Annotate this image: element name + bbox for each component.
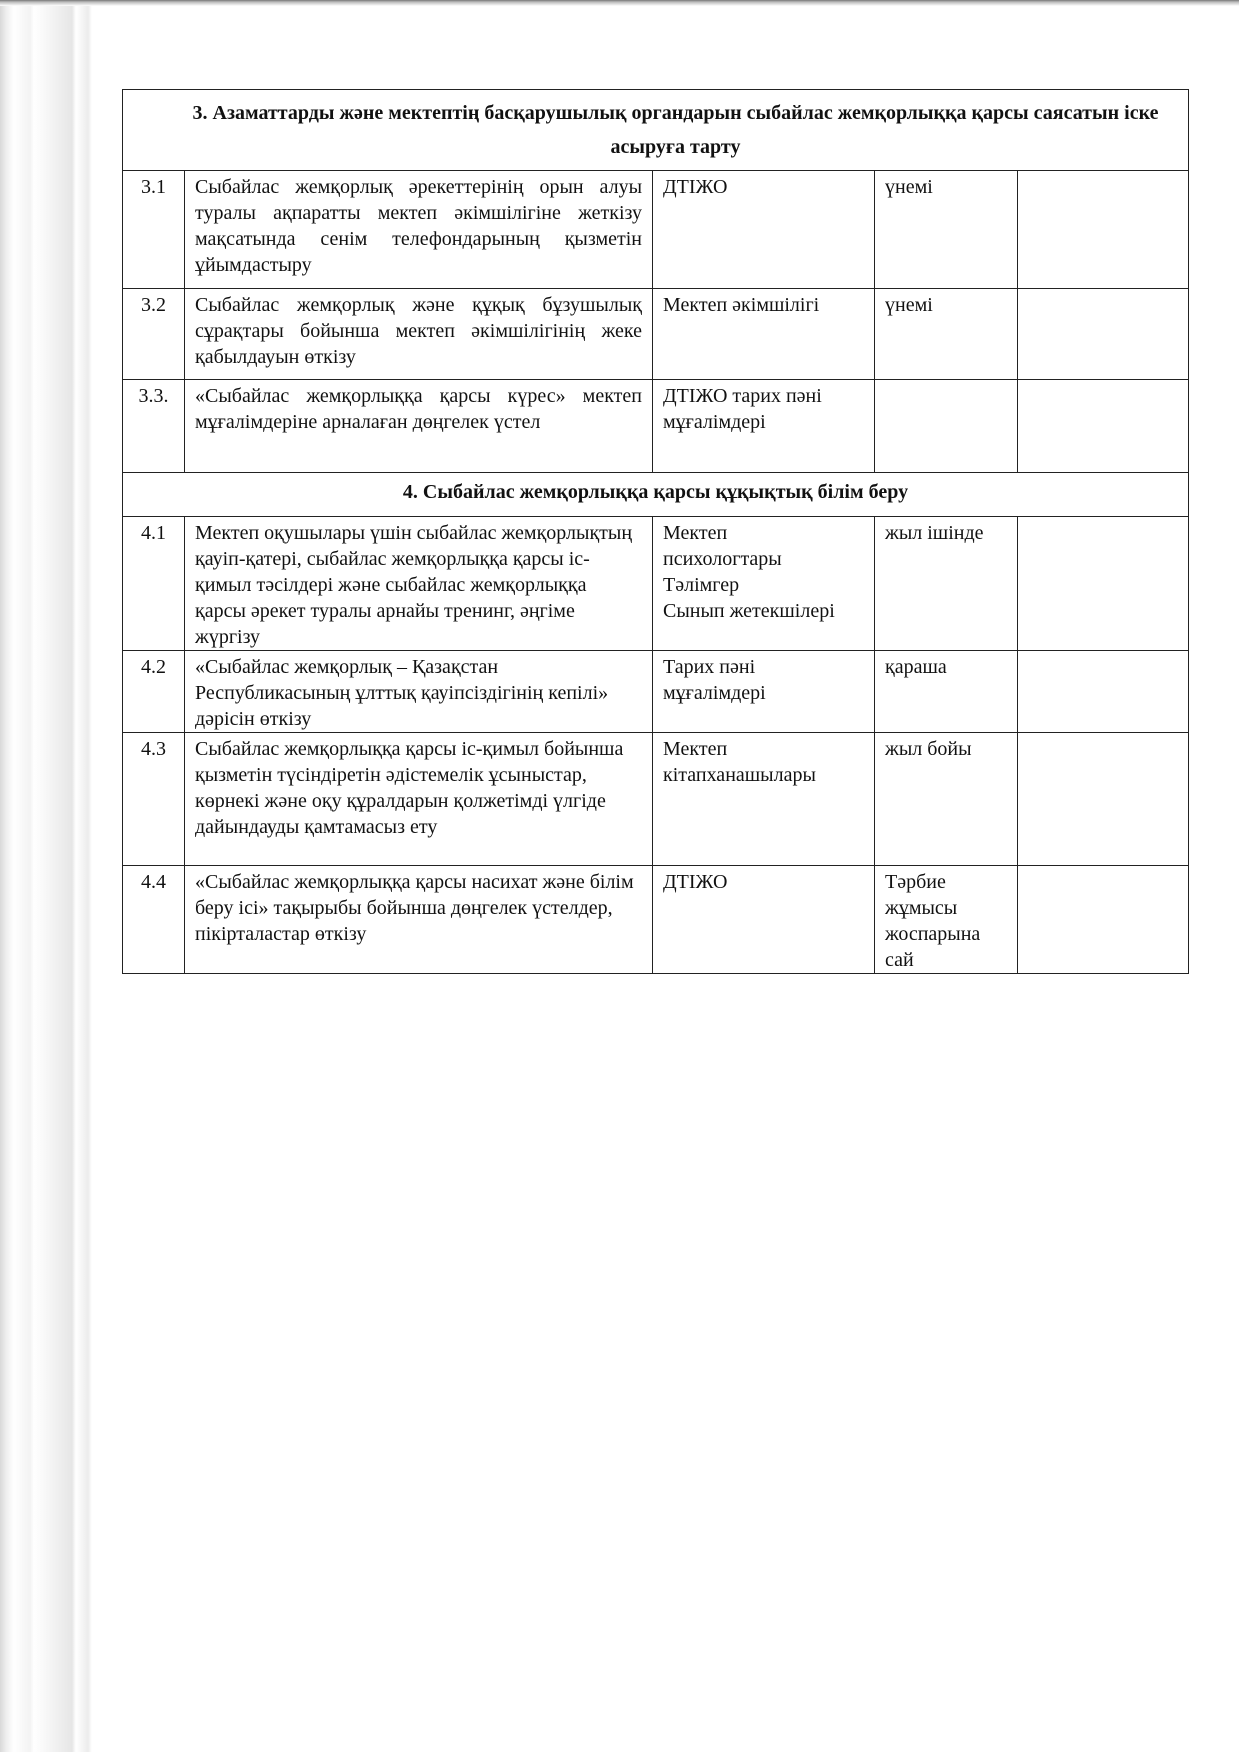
section-heading: 3. Азаматтарды және мектептің басқарушылық органдарын сыбайлас жемқорлыққа қарсы саясатын іске асыруға тарту bbox=[123, 90, 1189, 171]
deadline-cell bbox=[875, 380, 1018, 473]
note-cell bbox=[1018, 380, 1189, 473]
activity-cell: Сыбайлас жемқорлық әрекеттерінің орын алуы туралы ақпаратты мектеп әкімшілігіне жеткізу мақсатында сенім телефондарының қызметін ұйымдастыру bbox=[185, 171, 653, 289]
row-number: 3.3. bbox=[123, 380, 185, 473]
note-cell bbox=[1018, 866, 1189, 974]
responsible-line: Тарих пәні bbox=[663, 656, 756, 678]
responsible-line: Сынып жетекшілері bbox=[663, 600, 835, 622]
note-cell bbox=[1018, 517, 1189, 651]
row-number: 4.3 bbox=[123, 733, 185, 866]
deadline-cell: үнемі bbox=[875, 171, 1018, 289]
activity-cell: Сыбайлас жемқорлық және құқық бұзушылық сұрақтары бойынша мектеп әкімшілігінің жеке қабылдауын өткізу bbox=[185, 289, 653, 380]
table-row bbox=[123, 733, 1189, 866]
table-row bbox=[123, 289, 1189, 380]
responsible-line: Тәлімгер bbox=[663, 574, 740, 596]
note-cell bbox=[1018, 651, 1189, 733]
responsible-line: мұғалімдері bbox=[663, 682, 766, 704]
deadline-line: жұмысы bbox=[885, 897, 958, 919]
table-row bbox=[123, 517, 1189, 651]
deadline-cell: жыл ішінде bbox=[875, 517, 1018, 651]
row-number: 4.1 bbox=[123, 517, 185, 651]
row-number: 4.2 bbox=[123, 651, 185, 733]
note-cell bbox=[1018, 733, 1189, 866]
scan-top-artifact bbox=[0, 0, 1239, 6]
deadline-cell: жыл бойы bbox=[875, 733, 1018, 866]
activity-cell: «Сыбайлас жемқорлық – Қазақстан Республикасының ұлттық қауіпсіздігінің кепілі» дәрісін өткізу bbox=[185, 651, 653, 733]
responsible-cell: Мектеп әкімшілігі bbox=[653, 289, 875, 380]
table-row bbox=[123, 380, 1189, 473]
responsible-line: Мектеп bbox=[663, 522, 728, 544]
table-row bbox=[123, 651, 1189, 733]
responsible-cell: ДТІЖО bbox=[653, 171, 875, 289]
responsible-cell: ДТІЖО тарих пәні мұғалімдері bbox=[653, 380, 875, 473]
row-number: 3.2 bbox=[123, 289, 185, 380]
deadline-cell bbox=[875, 866, 1018, 974]
table-row bbox=[123, 171, 1189, 289]
deadline-cell: қараша bbox=[875, 651, 1018, 733]
table-row bbox=[123, 866, 1189, 974]
activity-cell: Сыбайлас жемқорлыққа қарсы іс-қимыл бойынша қызметін түсіндіретін әдістемелік ұсыныстар, көрнекі және оқу құралдарын қолжетімді үлгіде дайындауды қамтамасыз ету bbox=[185, 733, 653, 866]
responsible-line: психологтары bbox=[663, 548, 782, 570]
deadline-line: жоспарына bbox=[885, 923, 981, 945]
action-plan-table bbox=[122, 89, 1189, 974]
responsible-cell bbox=[653, 733, 875, 866]
note-cell bbox=[1018, 171, 1189, 289]
responsible-line: кітапханашылары bbox=[663, 764, 816, 786]
section-heading-row bbox=[123, 90, 1189, 171]
responsible-line: ДТІЖО bbox=[663, 871, 728, 893]
section-heading-row bbox=[123, 473, 1189, 517]
section-heading: 4. Сыбайлас жемқорлыққа қарсы құқықтық білім беру bbox=[123, 473, 1189, 517]
activity-cell: «Сыбайлас жемқорлыққа қарсы күрес» мектеп мұғалімдеріне арналаған дөңгелек үстел bbox=[185, 380, 653, 473]
deadline-line: сай bbox=[885, 949, 914, 971]
row-number: 3.1 bbox=[123, 171, 185, 289]
responsible-cell bbox=[653, 866, 875, 974]
scan-margin-artifact bbox=[0, 0, 120, 1752]
responsible-cell bbox=[653, 517, 875, 651]
deadline-cell: үнемі bbox=[875, 289, 1018, 380]
note-cell bbox=[1018, 289, 1189, 380]
activity-cell: «Сыбайлас жемқорлыққа қарсы насихат және білім беру ісі» тақырыбы бойынша дөңгелек үстелдер, пікірталастар өткізу bbox=[185, 866, 653, 974]
responsible-cell bbox=[653, 651, 875, 733]
activity-cell: Мектеп оқушылары үшін сыбайлас жемқорлықтың қауіп-қатері, сыбайлас жемқорлыққа қарсы іс-қимыл тәсілдері және сыбайлас жемқорлыққа қарсы әрекет туралы арнайы тренинг, әңгіме жүргізу bbox=[185, 517, 653, 651]
row-number: 4.4 bbox=[123, 866, 185, 974]
deadline-line: Тәрбие bbox=[885, 871, 946, 893]
responsible-line: Мектеп bbox=[663, 738, 728, 760]
